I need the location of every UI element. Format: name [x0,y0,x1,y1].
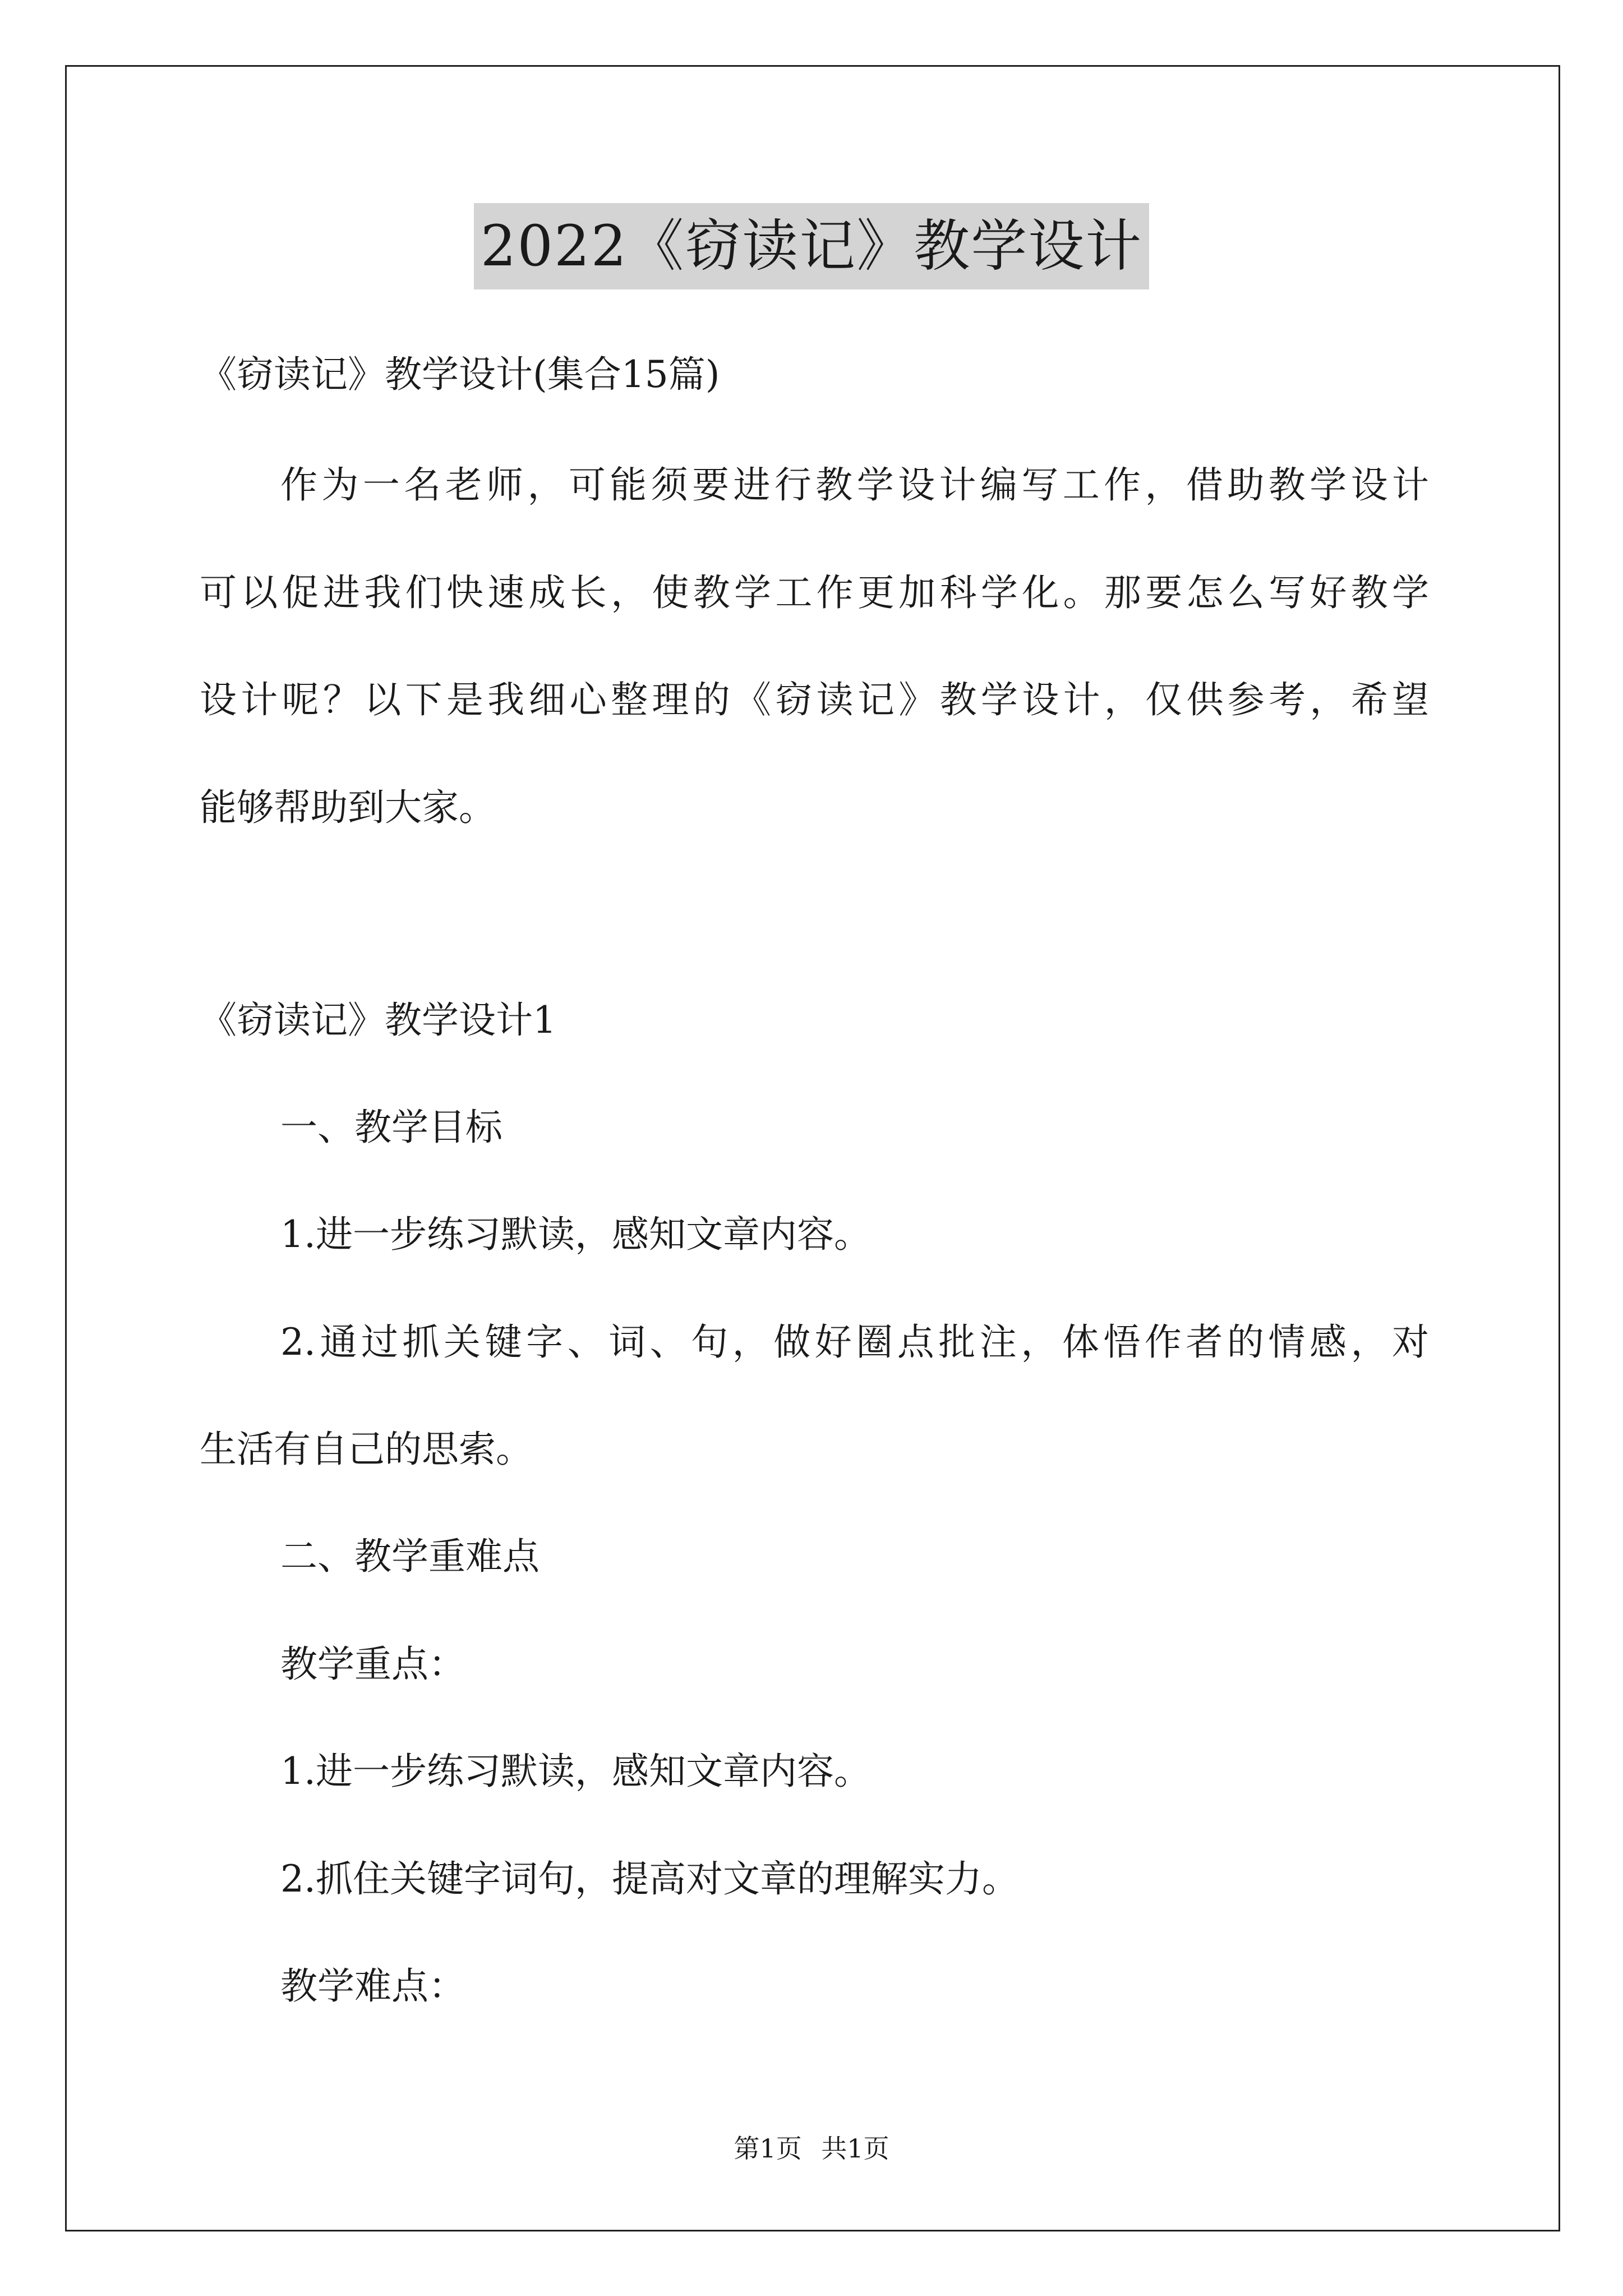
goal-item-2-continued: 生活有自己的思索。 [200,1428,533,1471]
focus-item-2: 2.抓住关键字词句，提高对文章的理解实力。 [280,1857,1019,1901]
intro-line-2: 可以促进我们快速成长，使教学工作更加科学化。那要怎么写好教学 [200,571,1429,614]
heading-teaching-goals: 一、教学目标 [280,1106,502,1149]
heading-key-difficulties: 二、教学重难点 [280,1535,540,1578]
intro-line-3: 设计呢？以下是我细心整理的《窃读记》教学设计，仅供参考，希望 [200,678,1429,721]
document-subtitle: 《窃读记》教学设计(集合15篇) [200,353,720,396]
title-container [0,203,1623,289]
intro-line-1: 作为一名老师，可能须要进行教学设计编写工作，借助教学设计 [280,463,1429,507]
intro-line-4: 能够帮助到大家。 [200,786,496,829]
label-teaching-focus: 教学重点： [280,1642,465,1686]
label-teaching-difficulty: 教学难点： [280,1964,465,2008]
page-number-footer: 第1页 共1页 [734,2133,889,2164]
section-heading: 《窃读记》教学设计1 [200,999,556,1042]
goal-item-1: 1.进一步练习默读，感知文章内容。 [280,1213,871,1256]
focus-item-1: 1.进一步练习默读，感知文章内容。 [280,1750,871,1793]
document-title: 2022《窃读记》教学设计 [474,203,1150,289]
goal-item-2: 2.通过抓关键字、词、句，做好圈点批注，体悟作者的情感，对 [280,1320,1429,1364]
